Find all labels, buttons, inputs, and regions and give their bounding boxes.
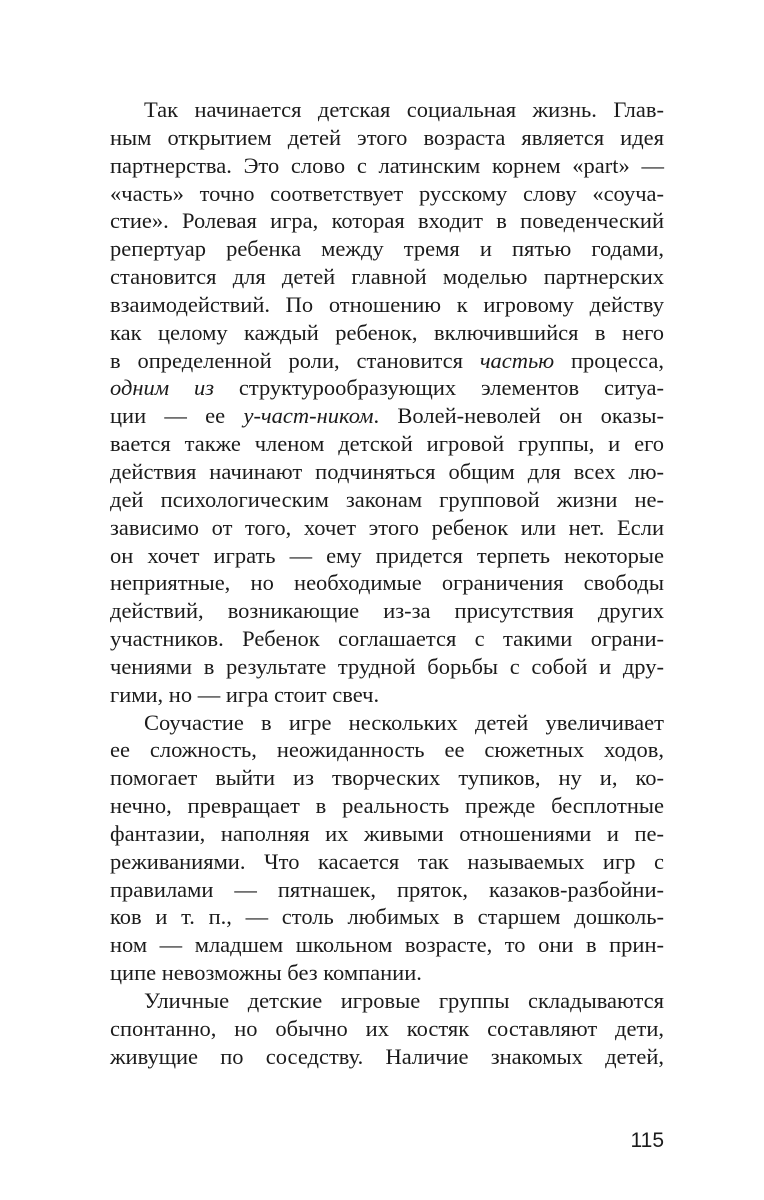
text-line: ципе невозможны без компании. xyxy=(110,960,422,986)
text-line: партнерства. Это слово с латинским корнем «part» — xyxy=(110,152,664,178)
text-segment: структурообразующих элементов ситуа- xyxy=(214,375,664,401)
text-line: «часть» точно соответствует русскому слову «соуча- xyxy=(110,180,664,206)
text-line: спонтанно, но обычно их костяк составляют дети, xyxy=(110,1015,664,1041)
text-line: нечно, превращает в реальность прежде бесплотные xyxy=(110,793,664,819)
text-line: ков и т. п., — столь любимых в старшем дошколь- xyxy=(110,904,664,930)
text-line: неприятные, но необходимые ограничения свободы xyxy=(110,570,664,596)
text-line: ным открытием детей этого возраста является идея xyxy=(110,124,664,150)
text-line: репертуар ребенка между тремя и пятью годами, xyxy=(110,236,664,262)
text-line: гими, но — игра стоит свеч. xyxy=(110,681,380,707)
text-line: реживаниями. Что касается так называемых игр с xyxy=(110,848,664,874)
text-line: чениями в результате трудной борьбы с собой и дру- xyxy=(110,653,664,679)
text-line: стие». Ролевая игра, которая входит в поведенческий xyxy=(110,208,664,234)
italic-emphasis: одним из xyxy=(110,375,215,401)
italic-emphasis: частью xyxy=(479,347,555,373)
text-segment: процесса, xyxy=(554,347,664,373)
text-line: живущие по соседству. Наличие знакомых детей, xyxy=(110,1043,664,1069)
text-line: фантазии, наполняя их живыми отношениями и пе- xyxy=(110,820,664,846)
text-line: становится для детей главной моделью партнерских xyxy=(110,264,664,290)
text-segment: в определенной роли, становится xyxy=(110,347,480,373)
italic-emphasis: у-част-ником xyxy=(243,403,374,429)
text-line: Соучастие в игре нескольких детей увеличивает xyxy=(144,709,664,735)
text-line: зависимо от того, хочет этого ребенок или нет. Если xyxy=(110,514,664,540)
page-number: 115 xyxy=(630,1129,664,1152)
text-line: действия начинают подчиняться общим для всех лю- xyxy=(110,458,664,484)
text-line: он хочет играть — ему придется терпеть некоторые xyxy=(110,542,664,568)
text-line: ее сложность, неожиданность ее сюжетных ходов, xyxy=(110,737,664,763)
text-line xyxy=(110,347,664,375)
text-line: как целому каждый ребенок, включившийся в него xyxy=(110,319,664,345)
text-segment: ции — ее xyxy=(110,403,244,429)
text-line: Уличные детские игровые группы складываются xyxy=(144,988,664,1013)
text-line: дей психологическим законам групповой жизни не- xyxy=(110,486,664,512)
text-line: вается также членом детской игровой группы, и его xyxy=(110,431,664,457)
text-line: действий, возникающие из-за присутствия других xyxy=(110,598,664,624)
text-line: помогает выйти из творческих тупиков, ну и, ко- xyxy=(110,765,664,791)
text-line: участников. Ребенок соглашается с такими ограни- xyxy=(110,626,664,652)
text-line: Так начинается детская социальная жизнь. Глав- xyxy=(144,97,664,122)
text-segment: . Волей-неволей он оказы- xyxy=(373,403,664,429)
text-line xyxy=(110,374,664,402)
text-line xyxy=(110,402,664,430)
text-line: правилами — пятнашек, пряток, казаков-разбойни- xyxy=(110,876,664,902)
book-page-text xyxy=(110,96,664,1071)
text-line: ном — младшем школьном возрасте, то они в прин- xyxy=(110,932,664,958)
text-line: взаимодействий. По отношению к игровому действу xyxy=(110,291,664,317)
